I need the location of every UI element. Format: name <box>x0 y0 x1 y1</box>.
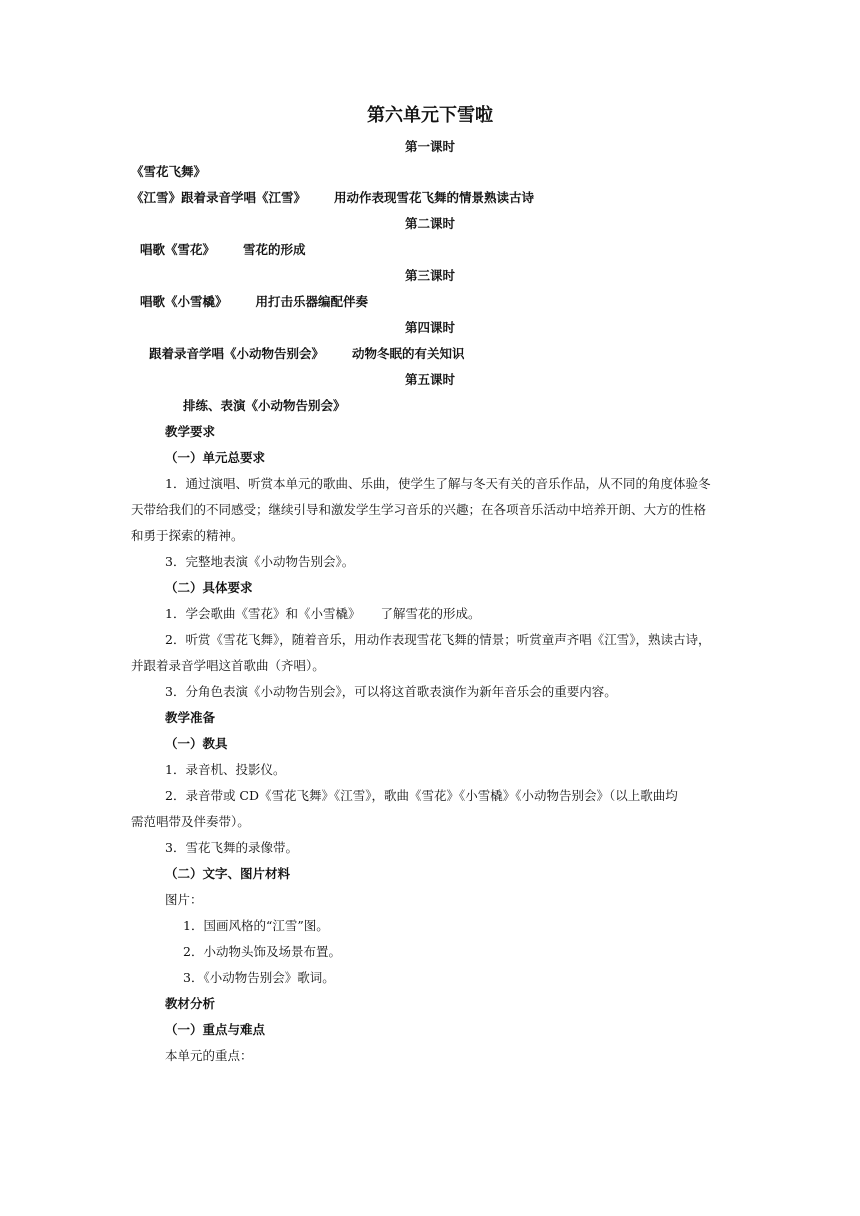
lesson1-item-1: 《雪花飞舞》 <box>131 164 207 179</box>
paragraph-line: 1．录音机、投影仪。 <box>165 762 286 777</box>
subheading-key-points: （一）重点与难点 <box>165 1022 266 1037</box>
paragraph-line: 并跟着录音学唱这首歌曲（齐唱）。 <box>131 658 325 673</box>
paragraph-line: 2．听赏《雪花飞舞》，随着音乐，用动作表现雪花飞舞的情景；听赏童声齐唱《江雪》，熟读古诗， <box>165 632 711 647</box>
paragraph-line: 1．通过演唱、听赏本单元的歌曲、乐曲，使学生了解与冬天有关的音乐作品，从不同的角度体验冬 <box>165 476 711 491</box>
paragraph-line: 3．完整地表演《小动物告别会》。 <box>165 554 355 569</box>
picture-item: 3．《小动物告别会》歌词。 <box>183 970 335 985</box>
requirement-1a: 1．学会歌曲《雪花》和《小雪橇》 <box>165 606 361 621</box>
section-heading-preparation: 教学准备 <box>165 710 216 725</box>
lesson1-heading: 第一课时 <box>404 139 455 154</box>
pictures-label: 图片： <box>165 892 203 907</box>
lesson1-item-2a: 《江雪》跟着录音学唱《江雪》 <box>131 190 307 205</box>
lesson5-heading: 第五课时 <box>404 372 455 387</box>
subheading-teaching-aids: （一）教具 <box>165 736 228 751</box>
paragraph-line: 3．雪花飞舞的录像带。 <box>165 840 298 855</box>
section-heading-requirements: 教学要求 <box>165 424 216 439</box>
lesson5-item: 排练、表演《小动物告别会》 <box>183 398 346 413</box>
lesson4-item <box>149 345 465 363</box>
lesson3-item <box>140 293 368 311</box>
subheading-text-pictures: （二）文字、图片材料 <box>165 866 291 881</box>
lesson3-item-a: 唱歌《小雪橇》 <box>140 294 228 309</box>
lesson3-item-b: 用打击乐器编配伴奏 <box>255 294 369 309</box>
lesson4-item-b: 动物冬眠的有关知识 <box>352 346 465 361</box>
paragraph-line: 需范唱带及伴奏带）。 <box>131 814 250 829</box>
lesson2-heading: 第二课时 <box>404 216 455 231</box>
picture-item: 1．国画风格的“江雪”图。 <box>183 918 329 933</box>
paragraph-line: 3．分角色表演《小动物告别会》，可以将这首歌表演作为新年音乐会的重要内容。 <box>165 684 617 699</box>
lesson1-item-2 <box>131 189 534 207</box>
subheading-unit-requirements: （一）单元总要求 <box>165 450 266 465</box>
paragraph-line <box>165 605 480 623</box>
lesson2-item-b: 雪花的形成 <box>243 242 306 257</box>
lesson4-item-a: 跟着录音学唱《小动物告别会》 <box>149 346 325 361</box>
section-heading-analysis: 教材分析 <box>165 996 216 1011</box>
requirement-1b: 了解雪花的形成。 <box>380 606 481 621</box>
document-title: 第六单元下雪啦 <box>367 105 493 126</box>
lesson2-item-a: 唱歌《雪花》 <box>140 242 216 257</box>
lesson4-heading: 第四课时 <box>404 320 455 335</box>
paragraph-line: 2．录音带或 CD《雪花飞舞》《江雪》，歌曲《雪花》《小雪橇》《小动物告别会》（以上歌曲均 <box>165 788 678 803</box>
lesson3-heading: 第三课时 <box>404 268 455 283</box>
paragraph-line: 本单元的重点： <box>165 1048 253 1063</box>
lesson2-item <box>140 241 306 259</box>
lesson1-item-2b: 用动作表现雪花飞舞的情景熟读古诗 <box>334 190 535 205</box>
paragraph-line: 和勇于探索的精神。 <box>131 528 244 543</box>
paragraph-line: 天带给我们的不同感受；继续引导和激发学生学习音乐的兴趣；在各项音乐活动中培养开朗、大方的性格 <box>131 502 707 517</box>
subheading-specific-requirements: （二）具体要求 <box>165 580 253 595</box>
picture-item: 2．小动物头饰及场景布置。 <box>183 944 341 959</box>
